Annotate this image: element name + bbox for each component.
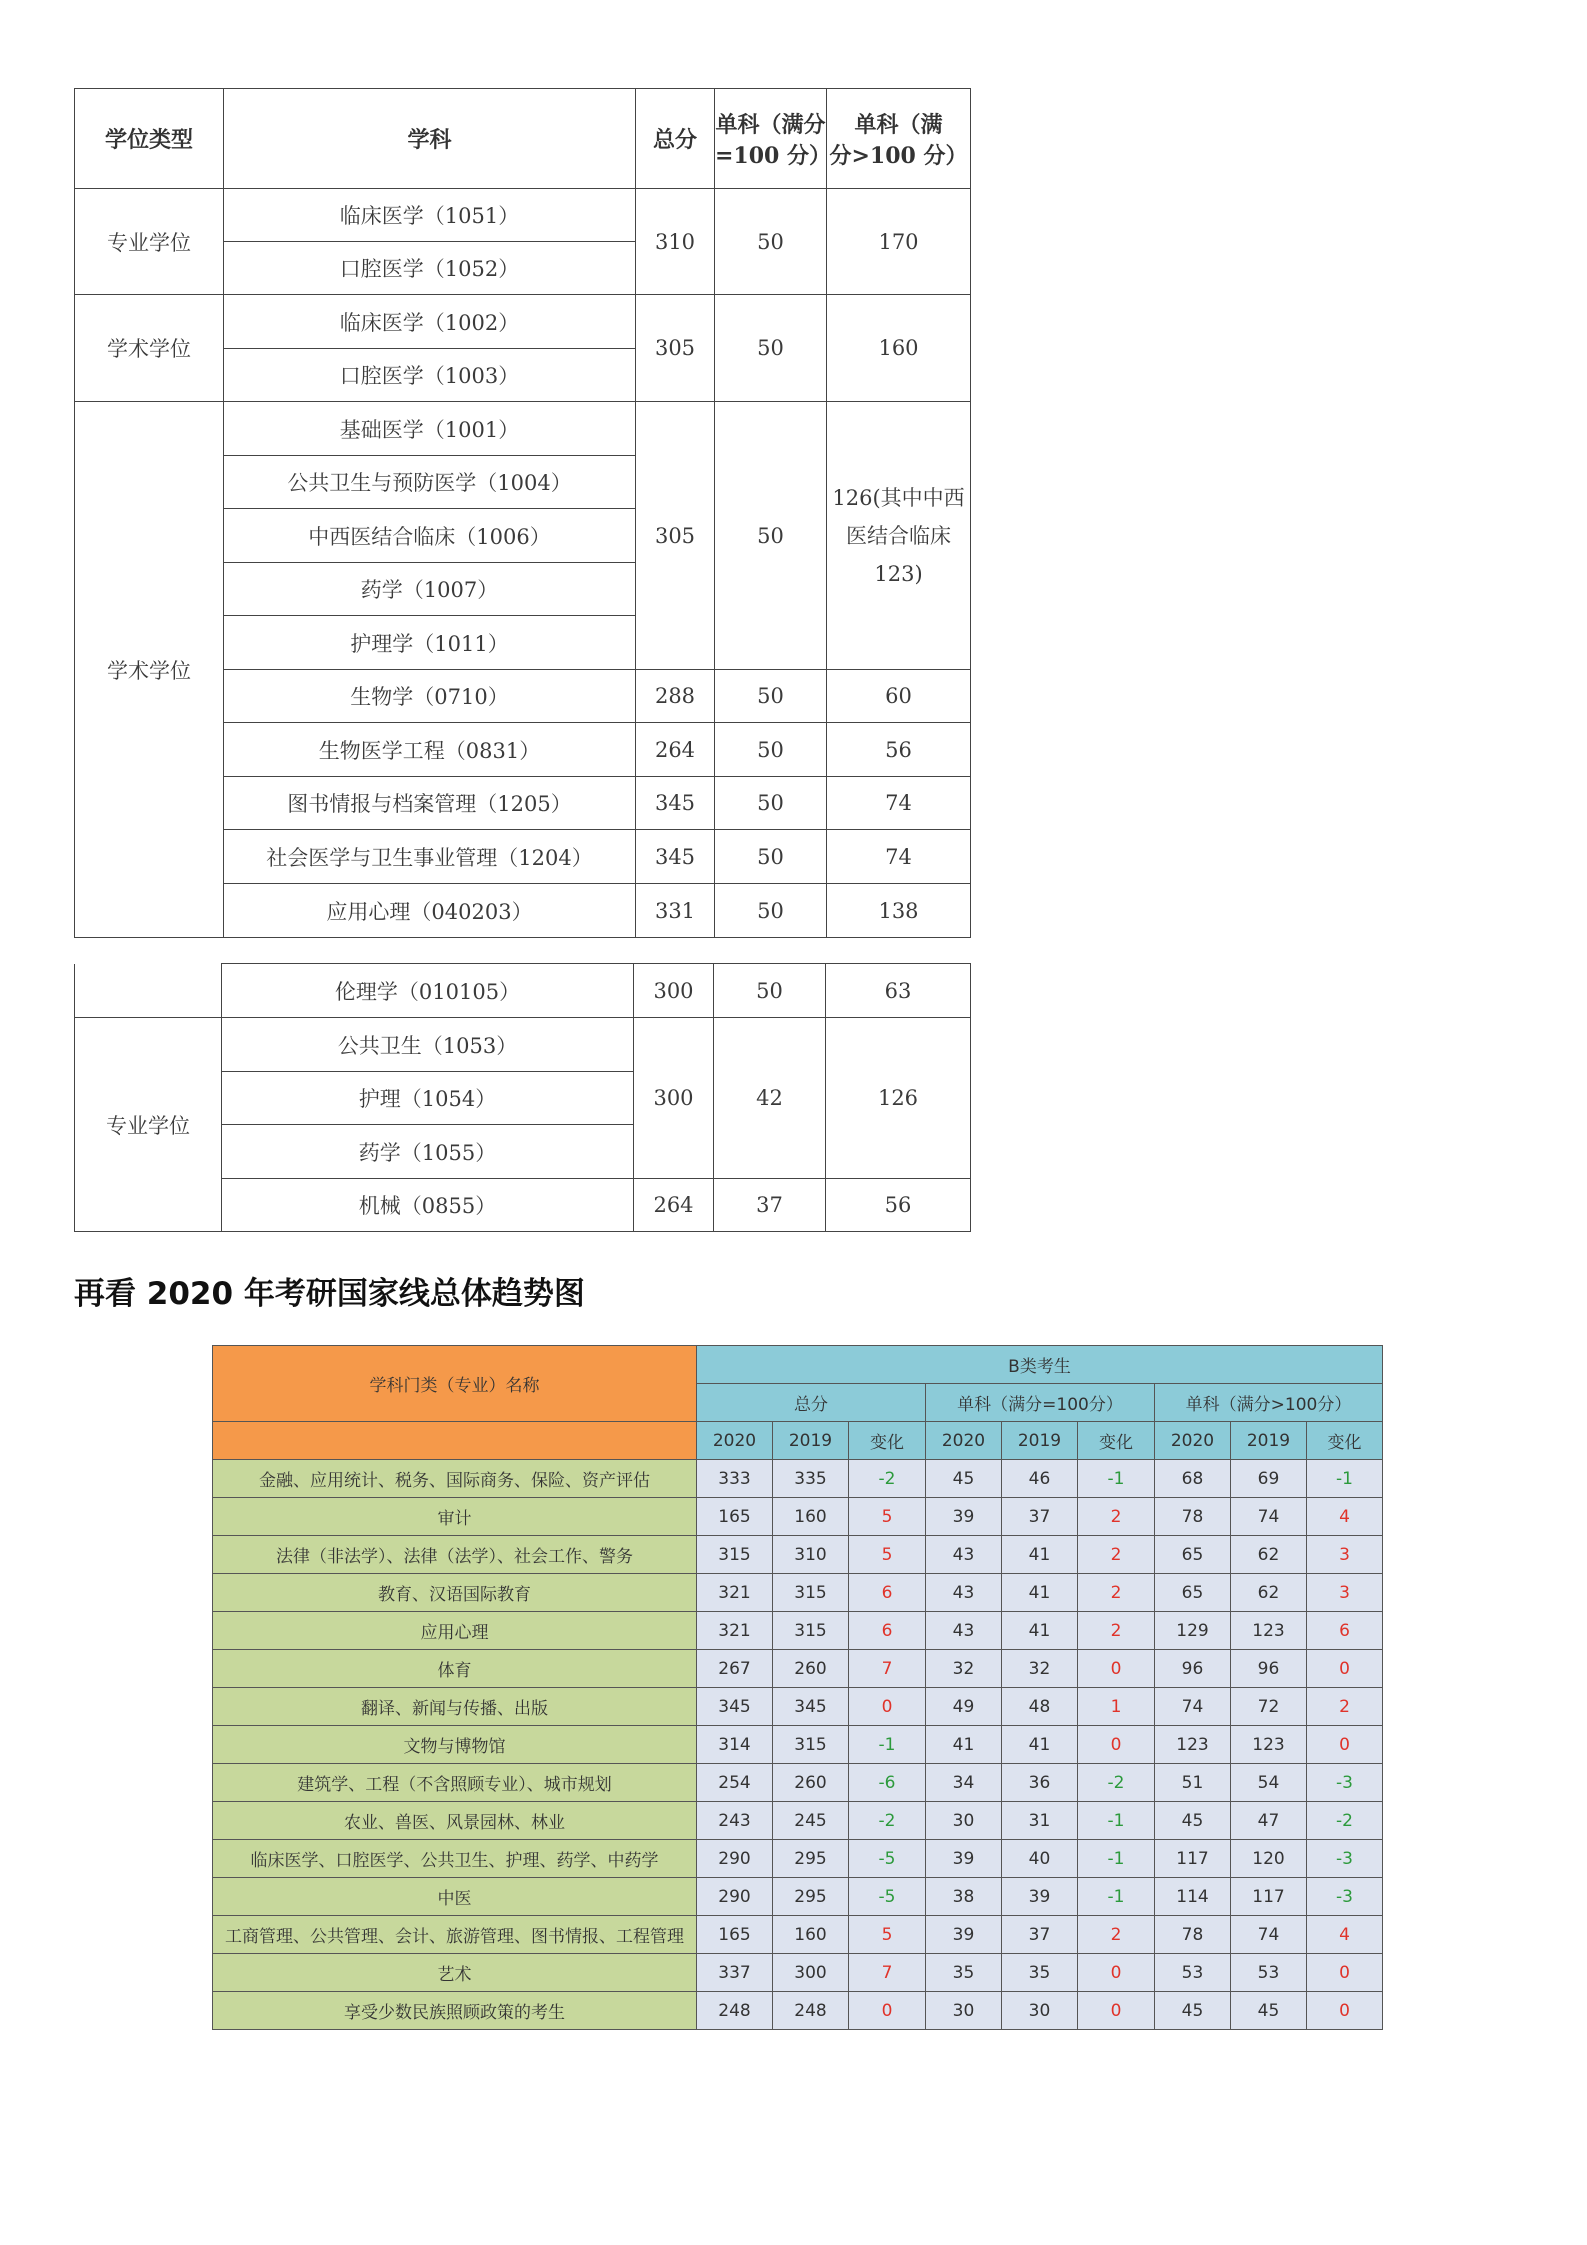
- change-cell: 4: [1307, 1498, 1383, 1536]
- single-100-cell: 42: [714, 1018, 826, 1179]
- score-cell: 321: [697, 1612, 773, 1650]
- change-cell: -2: [1078, 1764, 1155, 1802]
- category-name-cell: 金融、应用统计、税务、国际商务、保险、资产评估: [213, 1460, 697, 1498]
- change-cell: 0: [1078, 1954, 1155, 1992]
- change-cell: 3: [1307, 1574, 1383, 1612]
- single-100-cell: 50: [715, 295, 827, 402]
- score-cell: 39: [926, 1840, 1002, 1878]
- subject-cell: 临床医学（1051）: [224, 189, 636, 242]
- score-cell: 30: [926, 1802, 1002, 1840]
- table-row: [213, 1612, 1383, 1650]
- single-100-cell: 50: [715, 670, 827, 723]
- change-cell: -1: [1307, 1460, 1383, 1498]
- score-cell: 160: [773, 1498, 849, 1536]
- category-name-cell: 中医: [213, 1878, 697, 1916]
- category-name-cell: 临床医学、口腔医学、公共卫生、护理、药学、中药学: [213, 1840, 697, 1878]
- orange-spacer: [213, 1422, 697, 1460]
- score-cell: 41: [1002, 1726, 1078, 1764]
- national-line-trend-table: [212, 1345, 1383, 2030]
- score-cell: 41: [1002, 1536, 1078, 1574]
- score-cell: 114: [1155, 1878, 1231, 1916]
- score-cell: 49: [926, 1688, 1002, 1726]
- change-cell: -1: [1078, 1460, 1155, 1498]
- score-cell: 45: [926, 1460, 1002, 1498]
- single-gt100-cell: 56: [827, 723, 971, 777]
- change-cell: 0: [1307, 1726, 1383, 1764]
- change-header: 变化: [1078, 1422, 1155, 1460]
- degree-type-cell-empty: [75, 964, 222, 1018]
- table-row: [213, 1498, 1383, 1536]
- header-single-100-line1: 单科（满分: [715, 111, 826, 138]
- change-cell: 0: [1078, 1726, 1155, 1764]
- total-cell: 305: [636, 402, 715, 670]
- score-cell: 321: [697, 1574, 773, 1612]
- score-cell: 32: [926, 1650, 1002, 1688]
- total-cell: 305: [636, 295, 715, 402]
- subject-cell: 药学（1007）: [224, 563, 636, 616]
- single-gt100-cell: 126: [826, 1018, 971, 1179]
- score-cell: 38: [926, 1878, 1002, 1916]
- score-cell: 129: [1155, 1612, 1231, 1650]
- table-row: [213, 1916, 1383, 1954]
- single-gt100-line1: 126(其中中西: [832, 485, 965, 510]
- score-cell: 35: [926, 1954, 1002, 1992]
- year-2020-header: 2020: [697, 1422, 773, 1460]
- change-cell: -6: [849, 1764, 926, 1802]
- change-cell: 0: [1307, 1650, 1383, 1688]
- change-cell: 2: [1307, 1688, 1383, 1726]
- header-single-gt100: [827, 89, 971, 189]
- score-cell: 47: [1231, 1802, 1307, 1840]
- group-b-header: B类考生: [697, 1346, 1383, 1384]
- score-cell: 248: [697, 1992, 773, 2030]
- category-name-cell: 享受少数民族照顾政策的考生: [213, 1992, 697, 2030]
- score-cell: 62: [1231, 1574, 1307, 1612]
- score-cell: 165: [697, 1916, 773, 1954]
- score-cell: 165: [697, 1498, 773, 1536]
- header-subject: 学科: [224, 89, 636, 189]
- score-cell: 243: [697, 1802, 773, 1840]
- score-cell: 65: [1155, 1574, 1231, 1612]
- score-cell: 300: [773, 1954, 849, 1992]
- score-cell: 337: [697, 1954, 773, 1992]
- change-cell: 2: [1078, 1536, 1155, 1574]
- subject-cell: 生物学（0710）: [224, 670, 636, 723]
- total-cell: 300: [634, 1018, 714, 1179]
- change-cell: -1: [1078, 1802, 1155, 1840]
- score-cell: 345: [697, 1688, 773, 1726]
- score-cell: 117: [1155, 1840, 1231, 1878]
- score-cell: 315: [697, 1536, 773, 1574]
- score-cell: 314: [697, 1726, 773, 1764]
- subject-cell: 护理（1054）: [222, 1072, 634, 1125]
- table-row: [213, 1954, 1383, 1992]
- table-row: [213, 1688, 1383, 1726]
- single-gt100-cell: 74: [827, 830, 971, 884]
- change-cell: -2: [849, 1460, 926, 1498]
- category-name-cell: 艺术: [213, 1954, 697, 1992]
- header-single-100: [715, 89, 832, 189]
- change-cell: 4: [1307, 1916, 1383, 1954]
- change-cell: 2: [1078, 1574, 1155, 1612]
- category-name-cell: 建筑学、工程（不含照顾专业）、城市规划: [213, 1764, 697, 1802]
- header-single-100-line2: =100 分）: [715, 142, 832, 169]
- total-cell: 300: [634, 964, 714, 1018]
- subject-cell: 基础医学（1001）: [224, 402, 636, 456]
- header-single-gt100-line2: 分>100 分）: [829, 142, 968, 169]
- table-row: [213, 1992, 1383, 2030]
- score-cell: 120: [1231, 1840, 1307, 1878]
- table-row: [213, 1726, 1383, 1764]
- table-row: [75, 1018, 971, 1072]
- score-cell: 74: [1231, 1916, 1307, 1954]
- score-cell: 248: [773, 1992, 849, 2030]
- score-cell: 315: [773, 1726, 849, 1764]
- single-gt100-cell: 56: [826, 1179, 971, 1232]
- category-name-cell: 工商管理、公共管理、会计、旅游管理、图书情报、工程管理: [213, 1916, 697, 1954]
- change-cell: -1: [1078, 1878, 1155, 1916]
- change-cell: 0: [849, 1992, 926, 2030]
- score-cell: 39: [1002, 1878, 1078, 1916]
- single-gt100-cell: 138: [827, 884, 971, 938]
- score-cell: 40: [1002, 1840, 1078, 1878]
- change-cell: 6: [849, 1612, 926, 1650]
- total-cell: 288: [636, 670, 715, 723]
- single-gt100-line3: 123): [874, 561, 923, 586]
- score-cell: 30: [1002, 1992, 1078, 2030]
- single-gt100-line2: 医结合临床: [846, 523, 951, 548]
- subject-cell: 伦理学（010105）: [222, 964, 634, 1018]
- change-cell: 3: [1307, 1536, 1383, 1574]
- year-2019-header: 2019: [1231, 1422, 1307, 1460]
- score-cell: 69: [1231, 1460, 1307, 1498]
- change-header: 变化: [849, 1422, 926, 1460]
- score-cell: 68: [1155, 1460, 1231, 1498]
- score-cell: 43: [926, 1612, 1002, 1650]
- header-total: 总分: [636, 89, 715, 189]
- category-name-cell: 文物与博物馆: [213, 1726, 697, 1764]
- change-cell: -2: [849, 1802, 926, 1840]
- score-cell: 45: [1155, 1992, 1231, 2030]
- score-cell: 35: [1002, 1954, 1078, 1992]
- subject-cell: 机械（0855）: [222, 1179, 634, 1232]
- score-cell: 123: [1155, 1726, 1231, 1764]
- score-cell: 310: [773, 1536, 849, 1574]
- score-cell: 37: [1002, 1916, 1078, 1954]
- year-2019-header: 2019: [1002, 1422, 1078, 1460]
- score-cell: 295: [773, 1878, 849, 1916]
- year-2019-header: 2019: [773, 1422, 849, 1460]
- change-cell: -5: [849, 1878, 926, 1916]
- subject-cell: 社会医学与卫生事业管理（1204）: [224, 830, 636, 884]
- score-cell: 160: [773, 1916, 849, 1954]
- score-cell: 96: [1155, 1650, 1231, 1688]
- subject-cell: 口腔医学（1052）: [224, 242, 636, 295]
- change-cell: -5: [849, 1840, 926, 1878]
- single-gt100-cell: 63: [826, 964, 971, 1018]
- single-gt100-header: 单科（满分>100分）: [1155, 1384, 1383, 1422]
- score-cell: 335: [773, 1460, 849, 1498]
- change-cell: 7: [849, 1650, 926, 1688]
- total-score-header: 总分: [697, 1384, 926, 1422]
- change-cell: 6: [1307, 1612, 1383, 1650]
- score-cell: 290: [697, 1840, 773, 1878]
- score-cell: 295: [773, 1840, 849, 1878]
- trend-table-body: [213, 1460, 1383, 2030]
- score-cell: 65: [1155, 1536, 1231, 1574]
- change-cell: 2: [1078, 1498, 1155, 1536]
- score-cell: 315: [773, 1574, 849, 1612]
- change-cell: 1: [1078, 1688, 1155, 1726]
- category-name-cell: 应用心理: [213, 1612, 697, 1650]
- single-gt100-cell: [827, 402, 971, 670]
- subject-cell: 中西医结合临床（1006）: [224, 509, 636, 563]
- subject-cell: 护理学（1011）: [224, 616, 636, 670]
- single-gt100-cell: 60: [827, 670, 971, 723]
- score-cell: 36: [1002, 1764, 1078, 1802]
- change-cell: 5: [849, 1536, 926, 1574]
- score-cell: 54: [1231, 1764, 1307, 1802]
- score-cell: 32: [1002, 1650, 1078, 1688]
- degree-type-cell: 学术学位: [75, 295, 224, 402]
- change-cell: 0: [1078, 1650, 1155, 1688]
- change-cell: -3: [1307, 1840, 1383, 1878]
- single-100-cell: 50: [715, 830, 827, 884]
- single-100-cell: 50: [715, 189, 827, 295]
- score-cell: 345: [773, 1688, 849, 1726]
- subject-category-header: 学科门类（专业）名称: [213, 1346, 697, 1422]
- table-row: [213, 1802, 1383, 1840]
- score-cell: 260: [773, 1650, 849, 1688]
- score-cell: 31: [1002, 1802, 1078, 1840]
- single-100-cell: 37: [714, 1179, 826, 1232]
- year-2020-header: 2020: [926, 1422, 1002, 1460]
- score-cell: 78: [1155, 1916, 1231, 1954]
- score-cell: 46: [1002, 1460, 1078, 1498]
- change-cell: 0: [849, 1688, 926, 1726]
- change-cell: -3: [1307, 1764, 1383, 1802]
- change-cell: 5: [849, 1498, 926, 1536]
- single-gt100-cell: 170: [827, 189, 971, 295]
- table-row: [75, 295, 971, 349]
- change-cell: 2: [1078, 1612, 1155, 1650]
- score-cell: 41: [926, 1726, 1002, 1764]
- subject-cell: 公共卫生（1053）: [222, 1018, 634, 1072]
- table-row: [75, 964, 971, 1018]
- score-cell: 30: [926, 1992, 1002, 2030]
- total-cell: 264: [634, 1179, 714, 1232]
- change-header: 变化: [1307, 1422, 1383, 1460]
- change-cell: 0: [1307, 1954, 1383, 1992]
- total-cell: 310: [636, 189, 715, 295]
- single-100-cell: 50: [715, 884, 827, 938]
- change-cell: -1: [849, 1726, 926, 1764]
- score-cell: 123: [1231, 1726, 1307, 1764]
- total-cell: 345: [636, 830, 715, 884]
- total-cell: 264: [636, 723, 715, 777]
- subject-cell: 应用心理（040203）: [224, 884, 636, 938]
- score-table-medical-continued: [74, 963, 971, 1232]
- score-cell: 53: [1155, 1954, 1231, 1992]
- table-row: [213, 1878, 1383, 1916]
- score-cell: 45: [1155, 1802, 1231, 1840]
- category-name-cell: 审计: [213, 1498, 697, 1536]
- total-cell: 331: [636, 884, 715, 938]
- change-cell: -3: [1307, 1878, 1383, 1916]
- table-row: [213, 1574, 1383, 1612]
- score-cell: 37: [1002, 1498, 1078, 1536]
- score-cell: 72: [1231, 1688, 1307, 1726]
- change-cell: 7: [849, 1954, 926, 1992]
- score-cell: 45: [1231, 1992, 1307, 2030]
- score-cell: 117: [1231, 1878, 1307, 1916]
- section-heading: 再看 2020 年考研国家线总体趋势图: [74, 1276, 585, 1312]
- category-name-cell: 农业、兽医、风景园林、林业: [213, 1802, 697, 1840]
- single-gt100-cell: 160: [827, 295, 971, 402]
- score-cell: 123: [1231, 1612, 1307, 1650]
- change-cell: 5: [849, 1916, 926, 1954]
- year-2020-header: 2020: [1155, 1422, 1231, 1460]
- single-100-cell: 50: [715, 402, 827, 670]
- change-cell: -1: [1078, 1840, 1155, 1878]
- category-name-cell: 体育: [213, 1650, 697, 1688]
- table-row: [75, 189, 971, 242]
- score-cell: 43: [926, 1574, 1002, 1612]
- header-degree-type: 学位类型: [75, 89, 224, 189]
- table-row: [75, 402, 971, 456]
- table-row: [213, 1536, 1383, 1574]
- change-cell: 0: [1307, 1992, 1383, 2030]
- score-cell: 254: [697, 1764, 773, 1802]
- score-cell: 78: [1155, 1498, 1231, 1536]
- score-cell: 74: [1155, 1688, 1231, 1726]
- score-cell: 62: [1231, 1536, 1307, 1574]
- subject-cell: 公共卫生与预防医学（1004）: [224, 456, 636, 509]
- score-cell: 51: [1155, 1764, 1231, 1802]
- single-100-cell: 50: [715, 723, 827, 777]
- category-name-cell: 教育、汉语国际教育: [213, 1574, 697, 1612]
- score-cell: 41: [1002, 1574, 1078, 1612]
- single-100-header: 单科（满分=100分）: [926, 1384, 1155, 1422]
- score-cell: 290: [697, 1878, 773, 1916]
- subject-cell: 药学（1055）: [222, 1125, 634, 1179]
- category-name-cell: 法律（非法学）、法律（法学）、社会工作、警务: [213, 1536, 697, 1574]
- change-cell: 0: [1078, 1992, 1155, 2030]
- subject-cell: 口腔医学（1003）: [224, 349, 636, 402]
- subject-cell: 图书情报与档案管理（1205）: [224, 777, 636, 830]
- single-100-cell: 50: [715, 777, 827, 830]
- category-name-cell: 翻译、新闻与传播、出版: [213, 1688, 697, 1726]
- score-cell: 260: [773, 1764, 849, 1802]
- score-cell: 34: [926, 1764, 1002, 1802]
- score-table-medical: [74, 88, 971, 938]
- score-cell: 53: [1231, 1954, 1307, 1992]
- score-cell: 48: [1002, 1688, 1078, 1726]
- single-100-cell: 50: [714, 964, 826, 1018]
- score-cell: 333: [697, 1460, 773, 1498]
- total-cell: 345: [636, 777, 715, 830]
- degree-type-cell: 专业学位: [75, 189, 224, 295]
- subject-cell: 临床医学（1002）: [224, 295, 636, 349]
- score-cell: 96: [1231, 1650, 1307, 1688]
- score-cell: 41: [1002, 1612, 1078, 1650]
- table-row: [213, 1650, 1383, 1688]
- score-cell: 315: [773, 1612, 849, 1650]
- header-single-gt100-line1: 单科（满: [854, 111, 943, 138]
- score-cell: 39: [926, 1916, 1002, 1954]
- change-cell: 2: [1078, 1916, 1155, 1954]
- score-cell: 39: [926, 1498, 1002, 1536]
- single-gt100-cell: 74: [827, 777, 971, 830]
- subject-cell: 生物医学工程（0831）: [224, 723, 636, 777]
- change-cell: -2: [1307, 1802, 1383, 1840]
- score-cell: 43: [926, 1536, 1002, 1574]
- table-row: [213, 1460, 1383, 1498]
- score-cell: 267: [697, 1650, 773, 1688]
- change-cell: 6: [849, 1574, 926, 1612]
- degree-type-cell: 专业学位: [75, 1018, 222, 1232]
- degree-type-cell: 学术学位: [75, 402, 224, 938]
- table-row: [213, 1764, 1383, 1802]
- score-cell: 74: [1231, 1498, 1307, 1536]
- table-row: [213, 1840, 1383, 1878]
- score-cell: 245: [773, 1802, 849, 1840]
